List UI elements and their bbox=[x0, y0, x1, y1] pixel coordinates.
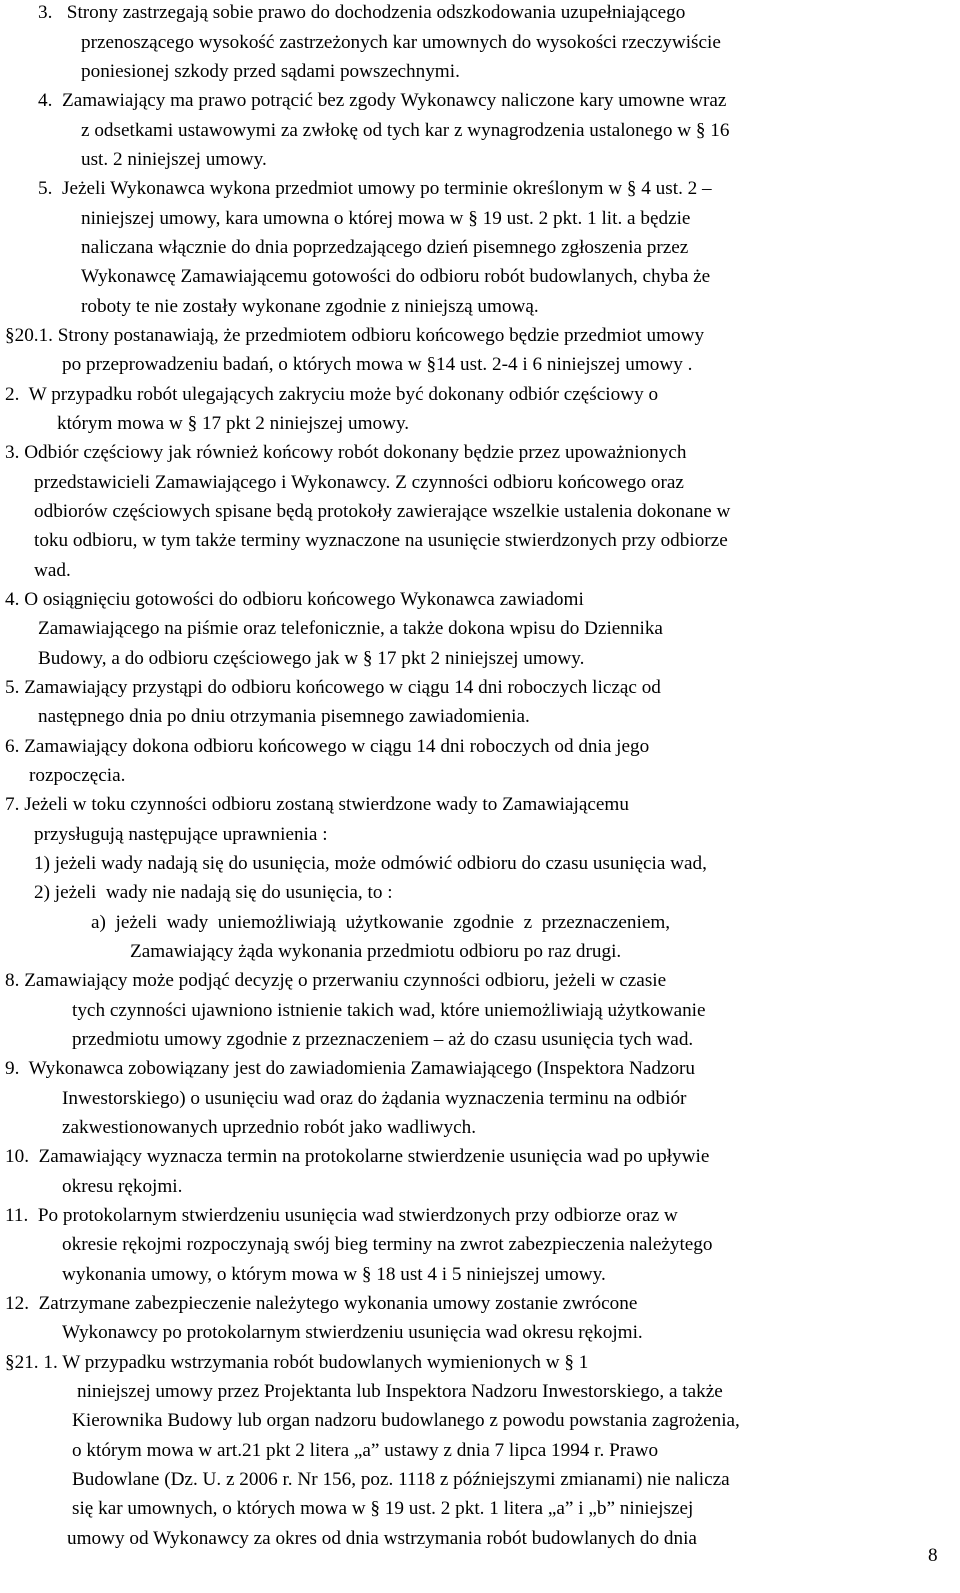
text-line: 9. Wykonawca zobowiązany jest do zawiadomienia Zamawiającego (Inspektora Nadzoru bbox=[5, 1058, 696, 1079]
text-line: 5. Zamawiający przystąpi do odbioru końcowego w ciągu 14 dni roboczych licząc od bbox=[5, 677, 661, 698]
text-line: Wykonawcę Zamawiającemu gotowości do odbioru robót budowlanych, chyba że bbox=[81, 266, 711, 287]
text-line: umowy od Wykonawcy za okres od dnia wstrzymania robót budowlanych do dnia bbox=[67, 1528, 697, 1549]
text-line: Zamawiający żąda wykonania przedmiotu odbioru po raz drugi. bbox=[130, 941, 622, 962]
text-line: przenoszącego wysokość zastrzeżonych kar umownych do wysokości rzeczywiście bbox=[81, 32, 721, 53]
text-line: przedstawicieli Zamawiającego i Wykonawcy. Z czynności odbioru końcowego oraz bbox=[34, 472, 684, 493]
text-line: zakwestionowanych uprzednio robót jako wadliwych. bbox=[62, 1117, 477, 1138]
text-line: się kar umownych, o których mowa w § 19 ust. 2 pkt. 1 litera „a” i „b” niniejszej bbox=[72, 1498, 694, 1519]
text-line: którym mowa w § 17 pkt 2 niniejszej umowy. bbox=[57, 413, 410, 434]
text-line: okresie rękojmi rozpoczynają swój bieg terminy na zwrot zabezpieczenia należytego bbox=[62, 1234, 713, 1255]
text-line: wad. bbox=[34, 560, 71, 581]
text-line: o którym mowa w art.21 pkt 2 litera „a” ustawy z dnia 7 lipca 1994 r. Prawo bbox=[72, 1440, 659, 1461]
text-line: Zamawiającego na piśmie oraz telefonicznie, a także dokona wpisu do Dziennika bbox=[38, 618, 663, 639]
text-line: 12. Zatrzymane zabezpieczenie należytego wykonania umowy zostanie zwrócone bbox=[5, 1293, 638, 1314]
text-line: Budowlane (Dz. U. z 2006 r. Nr 156, poz. 1118 z późniejszymi zmianami) nie nalicza bbox=[72, 1469, 730, 1490]
text-line: 11. Po protokolarnym stwierdzeniu usunięcia wad stwierdzonych przy odbiorze oraz w bbox=[5, 1205, 678, 1226]
text-line: okresu rękojmi. bbox=[62, 1176, 183, 1197]
text-line: 1) jeżeli wady nadają się do usunięcia, może odmówić odbioru do czasu usunięcia wad, bbox=[34, 853, 707, 874]
text-line: naliczana włącznie do dnia poprzedzającego dzień pisemnego zgłoszenia przez bbox=[81, 237, 689, 258]
text-line: 6. Zamawiający dokona odbioru końcowego w ciągu 14 dni roboczych od dnia jego bbox=[5, 736, 650, 757]
text-line: poniesionej szkody przed sądami powszechnymi. bbox=[81, 61, 460, 82]
text-line: 4. Zamawiający ma prawo potrącić bez zgody Wykonawcy naliczone kary umowne wraz bbox=[38, 90, 727, 111]
text-line: Budowy, a do odbioru częściowego jak w § 17 pkt 2 niniejszej umowy. bbox=[38, 648, 585, 669]
text-line: 3. Strony zastrzegają sobie prawo do dochodzenia odszkodowania uzupełniającego bbox=[38, 2, 686, 23]
text-line: ust. 2 niniejszej umowy. bbox=[81, 149, 267, 170]
text-line: Inwestorskiego) o usunięciu wad oraz do żądania wyznaczenia terminu na odbiór bbox=[62, 1088, 687, 1109]
text-line: tych czynności ujawniono istnienie takich wad, które uniemożliwiają użytkowanie bbox=[72, 1000, 706, 1021]
text-line: 8. Zamawiający może podjąć decyzję o przerwaniu czynności odbioru, jeżeli w czasie bbox=[5, 970, 667, 991]
text-line: z odsetkami ustawowymi za zwłokę od tych kar z wynagrodzenia ustalonego w § 16 bbox=[81, 120, 730, 141]
text-line: wykonania umowy, o którym mowa w § 18 ust 4 i 5 niniejszej umowy. bbox=[62, 1264, 606, 1285]
text-line: 10. Zamawiający wyznacza termin na protokolarne stwierdzenie usunięcia wad po upływie bbox=[5, 1146, 710, 1167]
text-line: 3. Odbiór częściowy jak również końcowy robót dokonany będzie przez upoważnionych bbox=[5, 442, 687, 463]
text-line: Wykonawcy po protokolarnym stwierdzeniu usunięcia wad okresu rękojmi. bbox=[62, 1322, 643, 1343]
text-line: 4. O osiągnięciu gotowości do odbioru końcowego Wykonawca zawiadomi bbox=[5, 589, 584, 610]
text-line: a) jeżeli wady uniemożliwiają użytkowanie zgodnie z przeznaczeniem, bbox=[91, 912, 671, 933]
text-line: Kierownika Budowy lub organ nadzoru budowlanego z powodu powstania zagrożenia, bbox=[72, 1410, 740, 1431]
text-line: przysługują następujące uprawnienia : bbox=[34, 824, 328, 845]
text-line: rozpoczęcia. bbox=[29, 765, 126, 786]
text-line: roboty te nie zostały wykonane zgodnie z niniejszą umową. bbox=[81, 296, 539, 317]
text-line: niniejszej umowy przez Projektanta lub Inspektora Nadzoru Inwestorskiego, a także bbox=[77, 1381, 723, 1402]
text-line: niniejszej umowy, kara umowna o której mowa w § 19 ust. 2 pkt. 1 lit. a będzie bbox=[81, 208, 691, 229]
text-line: odbiorów częściowych spisane będą protokoły zawierające wszelkie ustalenia dokonane w bbox=[34, 501, 731, 522]
text-line: §21. 1. W przypadku wstrzymania robót budowlanych wymienionych w § 1 bbox=[5, 1352, 589, 1373]
text-line: 2. W przypadku robót ulegających zakryciu może być dokonany odbiór częściowy o bbox=[5, 384, 659, 405]
text-line: przedmiotu umowy zgodnie z przeznaczeniem – aż do czasu usunięcia tych wad. bbox=[72, 1029, 694, 1050]
text-line: 7. Jeżeli w toku czynności odbioru zostaną stwierdzone wady to Zamawiającemu bbox=[5, 794, 629, 815]
text-line: 2) jeżeli wady nie nadają się do usunięcia, to : bbox=[34, 882, 393, 903]
text-line: toku odbioru, w tym także terminy wyznaczone na usunięcie stwierdzonych przy odbiorze bbox=[34, 530, 728, 551]
text-line: po przeprowadzeniu badań, o których mowa w §14 ust. 2-4 i 6 niniejszej umowy . bbox=[62, 354, 693, 375]
text-line: następnego dnia po dniu otrzymania pisemnego zawiadomienia. bbox=[38, 706, 530, 727]
text-line: §20.1. Strony postanawiają, że przedmiotem odbioru końcowego będzie przedmiot umowy bbox=[5, 325, 705, 346]
page-number: 8 bbox=[928, 1545, 938, 1566]
text-line: 5. Jeżeli Wykonawca wykona przedmiot umowy po terminie określonym w § 4 ust. 2 – bbox=[38, 178, 712, 199]
